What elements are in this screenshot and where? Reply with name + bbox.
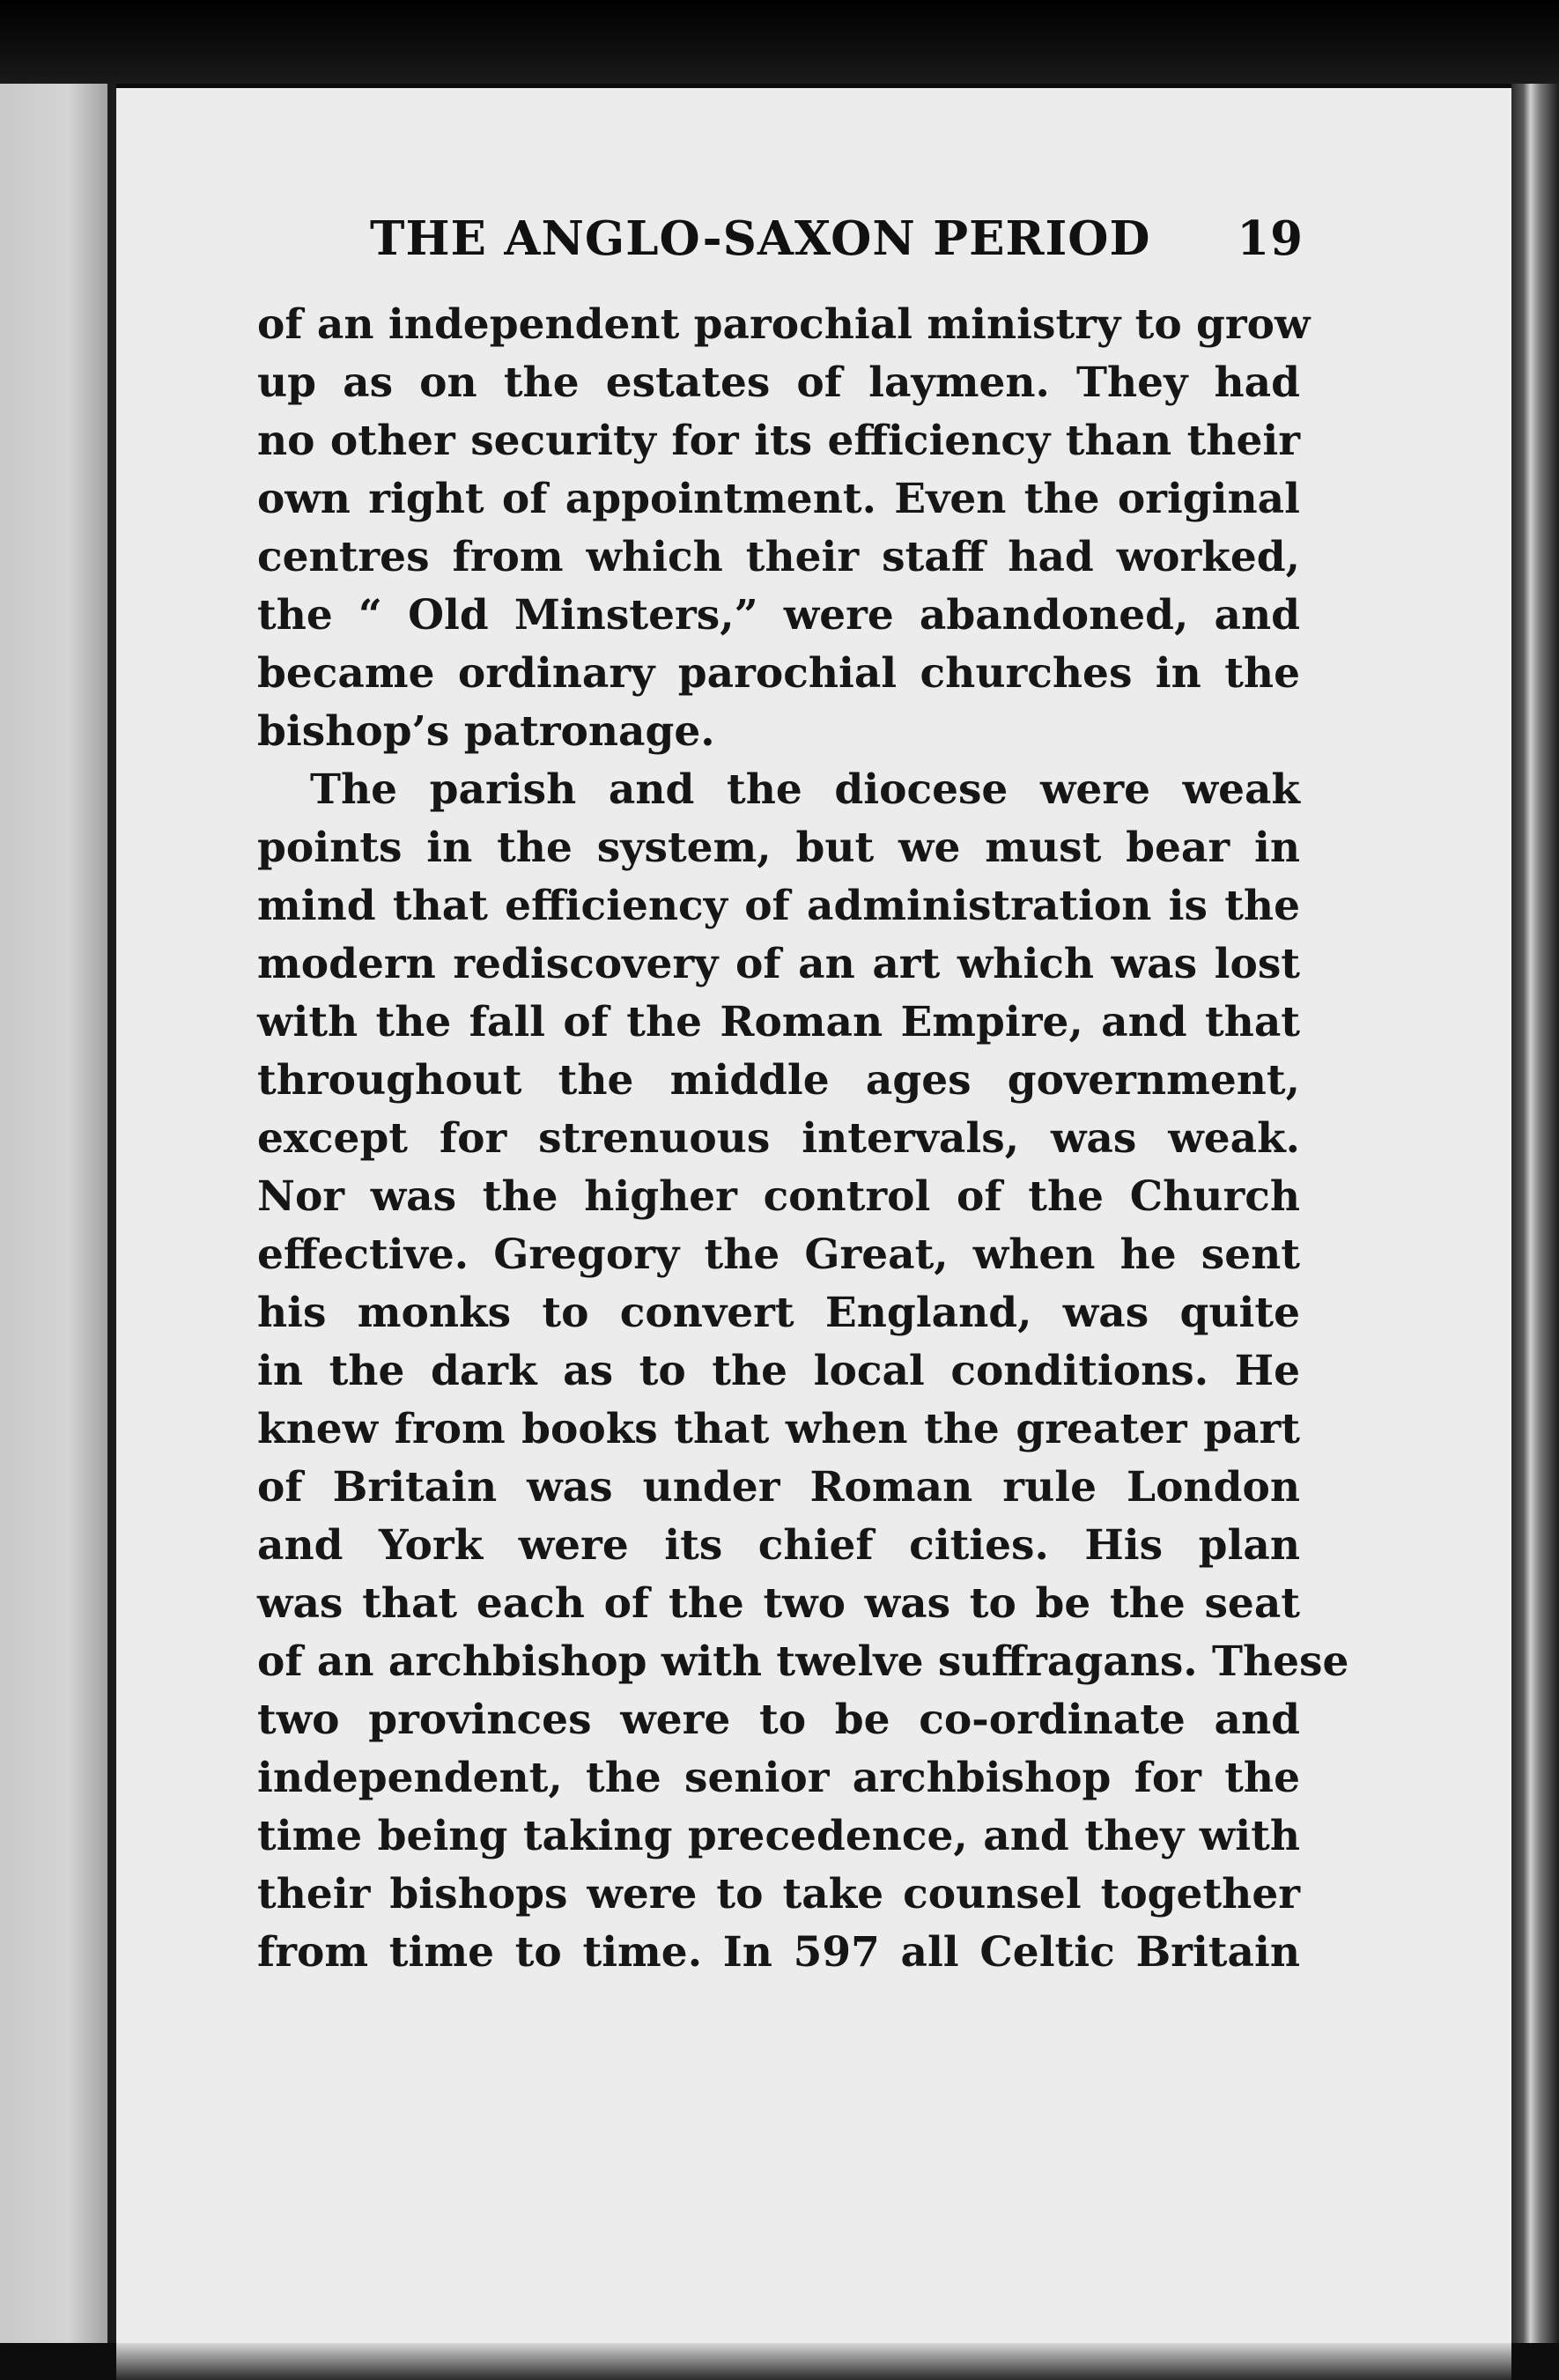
text-line: throughout the middle ages government, xyxy=(257,1056,1300,1105)
text-line: knew from books that when the greater part xyxy=(257,1405,1300,1453)
text-line: bishop’s patronage. xyxy=(257,707,715,756)
text-line: became ordinary parochial churches in the xyxy=(257,649,1300,698)
text-line: except for strenuous intervals, was weak. xyxy=(257,1114,1300,1163)
text-line: up as on the estates of laymen. They had xyxy=(257,358,1300,407)
body-text xyxy=(257,296,1349,1982)
running-head xyxy=(370,211,1304,282)
scan-top-border xyxy=(0,0,1559,84)
page-bottom-edge xyxy=(116,2343,1511,2380)
binding-gutter xyxy=(107,84,116,2380)
text-line: modern rediscovery of an art which was lost xyxy=(257,940,1300,988)
text-line: mind that efficiency of administration is the xyxy=(257,882,1300,930)
paragraph-2 xyxy=(257,761,1349,1982)
paragraph-1 xyxy=(257,296,1311,761)
page-number: 19 xyxy=(1237,211,1304,266)
text-line: his monks to convert England, was quite xyxy=(257,1289,1300,1337)
text-line: of an archbishop with twelve suffragans. These xyxy=(257,1637,1349,1686)
text-line: effective. Gregory the Great, when he sent xyxy=(257,1231,1300,1279)
text-line: was that each of the two was to be the seat xyxy=(257,1579,1300,1628)
page-fore-edge xyxy=(1511,84,1559,2380)
text-line: independent, the senior archbishop for the xyxy=(257,1754,1300,1802)
text-line: no other security for its efficiency than their xyxy=(257,417,1300,465)
text-line: Nor was the higher control of the Church xyxy=(257,1172,1300,1221)
text-line: the “ Old Minsters,” were abandoned, and xyxy=(257,591,1300,639)
text-line: and York were its chief cities. His plan xyxy=(257,1521,1300,1570)
running-head-title: THE ANGLO-SAXON PERIOD xyxy=(370,211,1151,266)
text-line: of an independent parochial ministry to grow xyxy=(257,300,1311,349)
text-line: their bishops were to take counsel together xyxy=(257,1870,1300,1918)
text-line: The parish and the diocese were weak xyxy=(310,765,1300,814)
text-line: own right of appointment. Even the original xyxy=(257,475,1300,523)
text-line: two provinces were to be co-ordinate and xyxy=(257,1696,1300,1744)
text-line: points in the system, but we must bear in xyxy=(257,824,1300,872)
text-line: in the dark as to the local conditions. He xyxy=(257,1347,1300,1395)
text-line: with the fall of the Roman Empire, and that xyxy=(257,998,1300,1046)
facing-page-edge xyxy=(0,84,115,2380)
text-line: centres from which their staff had worked, xyxy=(257,533,1300,581)
text-line: of Britain was under Roman rule London xyxy=(257,1463,1300,1512)
text-line: time being taking precedence, and they with xyxy=(257,1812,1300,1860)
text-line: from time to time. In 597 all Celtic Britain xyxy=(257,1928,1300,1977)
